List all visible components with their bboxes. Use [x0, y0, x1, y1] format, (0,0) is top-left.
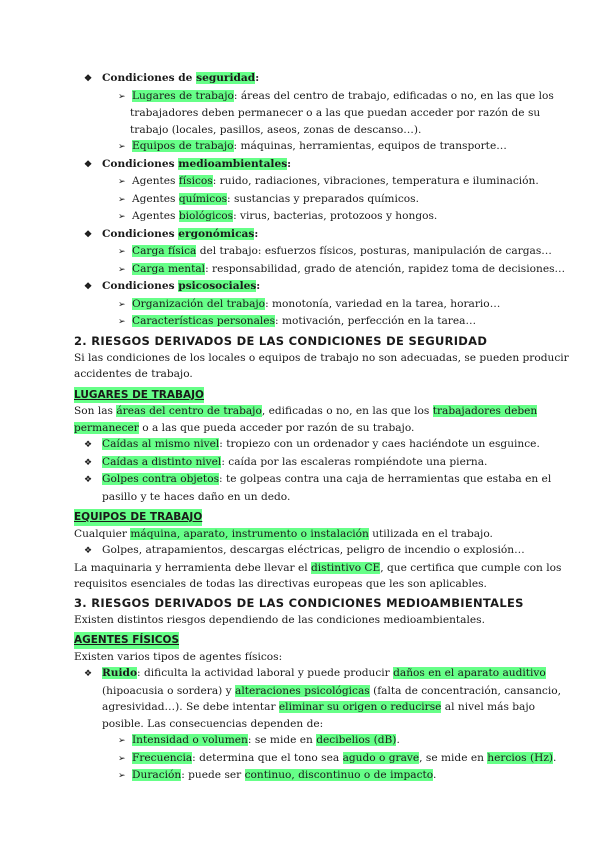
text: Si las condiciones de los locales o equipos de trabajo no son adecuadas, se pueden producir — [74, 351, 569, 364]
list-item — [74, 173, 539, 191]
subsection-heading: EQUIPOS DE TRABAJO — [74, 509, 202, 526]
list-item — [74, 70, 530, 88]
arrow-bullet-icon: ➢ — [118, 142, 126, 152]
highlighted-text: Golpes contra objetos — [102, 473, 220, 485]
list-item — [74, 278, 530, 296]
highlighted-text: Carga mental — [132, 262, 206, 275]
text: Existen distintos riesgos dependiendo de las condiciones medioambientales. — [74, 613, 485, 626]
text: : — [256, 280, 261, 292]
text-line — [74, 683, 562, 700]
text: pasillo y te haces daño en un dedo. — [102, 490, 291, 503]
diamond-bullet-icon: ❖ — [84, 457, 93, 468]
diamond-bullet-icon: ❖ — [84, 282, 93, 292]
text: : se mide en — [247, 734, 317, 746]
paragraph-line — [74, 576, 530, 593]
text: La maquinaria y herramienta debe llevar el — [74, 561, 311, 574]
highlighted-text: medioambientales — [178, 157, 288, 170]
arrow-bullet-icon: ➢ — [118, 736, 126, 746]
highlighted-text: Duración — [132, 769, 182, 781]
text: : te golpeas contra una caja de herramientas que estaba en el — [219, 473, 552, 485]
text-line — [74, 489, 530, 506]
highlighted-text: Frecuencia — [132, 751, 193, 764]
arrow-bullet-icon: ➢ — [118, 317, 126, 327]
text: Condiciones — [102, 280, 179, 292]
arrow-bullet-icon: ➢ — [118, 177, 126, 187]
highlighted-text: Equipos de trabajo — [132, 140, 234, 152]
text: agresividad…). Se debe intentar — [102, 701, 279, 713]
arrow-bullet-icon: ➢ — [118, 299, 126, 310]
text: Agentes — [132, 192, 179, 205]
text: : determina que el tono sea — [192, 751, 343, 764]
highlighted-text: biológicos — [178, 210, 234, 222]
highlighted-text: máquina, aparato, instrumento o instalación — [130, 527, 369, 540]
text: trabajo (locales, pasillos, aseos, zonas de descanso…). — [130, 123, 422, 136]
text: : puede ser — [181, 769, 245, 781]
arrow-bullet-icon: ➢ — [118, 91, 126, 102]
subsection-heading: LUGARES DE TRABAJO — [74, 387, 204, 404]
text: : responsabilidad, grado de atención, rapidez toma de decisiones… — [205, 262, 566, 275]
list-item — [74, 261, 566, 279]
highlighted-text: Caídas a distinto nivel — [102, 455, 222, 468]
paragraph-line — [74, 612, 530, 629]
highlighted-text: agudo o grave — [342, 751, 420, 764]
highlighted-text: Carga física — [132, 245, 197, 257]
highlighted-text: Ruido — [102, 667, 138, 679]
text: : sustancias y preparados químicos. — [227, 192, 419, 205]
text: Cualquier — [74, 527, 131, 540]
text: accidentes de trabajo. — [74, 368, 193, 380]
list-item — [74, 542, 530, 560]
list-item — [74, 454, 530, 472]
text-line — [74, 105, 541, 122]
arrow-bullet-icon: ➢ — [118, 753, 126, 764]
diamond-bullet-icon: ❖ — [84, 440, 93, 450]
arrow-bullet-icon: ➢ — [118, 247, 126, 257]
list-item — [74, 665, 546, 683]
text: del trabajo: esfuerzos físicos, posturas, manipulación de cargas… — [196, 245, 552, 257]
text: : monotonía, variedad en la tarea, horario… — [265, 297, 501, 310]
highlighted-text: áreas del centro de trabajo — [116, 405, 262, 417]
list-item — [74, 88, 554, 106]
text: : dificulta la actividad laboral y puede producir — [137, 667, 394, 679]
text: Condiciones — [102, 157, 179, 170]
list-item — [74, 767, 530, 785]
text: : áreas del centro de trabajo, edificadas o no, en las que los — [233, 89, 554, 102]
section-heading: 2. RIESGOS DERIVADOS DE LAS CONDICIONES DE SEGURIDAD — [74, 333, 488, 348]
text: Condiciones de — [102, 72, 197, 84]
text: Condiciones — [102, 227, 179, 240]
list-item — [74, 138, 530, 156]
text: utilizada en el trabajo. — [368, 527, 493, 540]
text: : — [287, 157, 292, 170]
text: al nivel más bajo — [441, 701, 536, 713]
text: (falta de concentración, cansancio, — [369, 684, 562, 697]
paragraph-line — [74, 350, 569, 367]
list-item — [74, 156, 530, 174]
highlighted-text: ergonómicas — [178, 227, 255, 240]
highlighted-text: alteraciones psicológicas — [235, 684, 370, 697]
paragraph-line — [74, 649, 530, 666]
highlighted-text: eliminar su origen o reducirse — [278, 701, 442, 713]
text: : motivación, perfección en la tarea… — [275, 315, 477, 327]
text: Existen varios tipos de agentes físicos: — [74, 650, 283, 663]
text: trabajadores deben permanecer o a las que puedan acceder por razón de su — [130, 107, 541, 119]
paragraph-line — [74, 526, 530, 543]
paragraph-line — [74, 366, 530, 383]
highlighted-text: químicos — [178, 192, 228, 205]
diamond-bullet-icon: ❖ — [84, 669, 93, 679]
highlighted-text: continuo, discontinuo o de impacto — [244, 769, 433, 781]
list-item — [74, 243, 552, 261]
text: : máquinas, herramientas, equipos de transporte… — [233, 140, 507, 152]
document-page — [74, 70, 569, 785]
highlighted-text: Caídas al mismo nivel — [102, 438, 220, 450]
arrow-bullet-icon: ➢ — [118, 194, 126, 205]
section-heading: 3. RIESGOS DERIVADOS DE LAS CONDICIONES MEDIOAMBIENTALES — [74, 595, 524, 610]
text: : virus, bacterias, protozoos y hongos. — [233, 210, 438, 222]
arrow-bullet-icon: ➢ — [118, 771, 126, 781]
list-item — [74, 732, 530, 750]
highlighted-text: permanecer — [74, 421, 139, 434]
highlighted-text: daños en el aparato auditivo — [393, 667, 546, 679]
list-item — [74, 296, 530, 314]
highlighted-text: decibelios (dB) — [316, 734, 397, 746]
text: , se mide en — [419, 751, 488, 764]
arrow-bullet-icon: ➢ — [118, 264, 126, 275]
highlighted-text: trabajadores deben — [432, 405, 538, 417]
highlighted-text: Características personales — [132, 315, 276, 327]
text: . — [553, 751, 557, 764]
text-line — [74, 699, 536, 716]
paragraph-line — [74, 420, 530, 437]
highlighted-text: Intensidad o volumen — [132, 734, 248, 746]
paragraph-line — [74, 560, 562, 577]
text: : tropiezo con un ordenador y caes haciéndote un esguince. — [219, 438, 540, 450]
highlighted-text: seguridad — [196, 72, 256, 84]
text: : caída por las escaleras rompiéndote una pierna. — [221, 455, 488, 468]
text: . — [433, 769, 437, 781]
list-item — [74, 313, 530, 331]
subsection-heading: AGENTES FÍSICOS — [74, 632, 179, 649]
text: (hipoacusia o sordera) y — [102, 684, 235, 697]
text: . — [396, 734, 400, 746]
text: , edificadas o no, en las que los — [261, 405, 433, 417]
diamond-bullet-icon: ❖ — [84, 546, 93, 556]
text: Agentes — [132, 175, 179, 187]
list-item — [74, 436, 540, 454]
highlighted-text: psicosociales — [178, 280, 257, 292]
text: o a las que pueda acceder por razón de su trabajo. — [138, 421, 415, 434]
text: Son las — [74, 405, 117, 417]
list-item — [74, 471, 552, 489]
text: posible. Las consecuencias dependen de: — [102, 717, 324, 730]
text-line — [74, 122, 530, 139]
highlighted-text: distintivo CE — [310, 561, 381, 574]
list-item — [74, 191, 530, 209]
highlighted-text: hercios (Hz) — [487, 751, 554, 764]
text-line — [74, 716, 530, 733]
text: : ruido, radiaciones, vibraciones, temperatura e iluminación. — [212, 175, 539, 187]
diamond-bullet-icon: ❖ — [84, 475, 93, 485]
list-item — [74, 750, 557, 768]
diamond-bullet-icon: ❖ — [84, 159, 93, 170]
paragraph-line — [74, 403, 538, 420]
text: , que certifica que cumple con los — [380, 561, 562, 574]
text: : — [254, 227, 259, 240]
highlighted-text: Lugares de trabajo — [132, 89, 234, 102]
list-item — [74, 208, 530, 226]
diamond-bullet-icon: ❖ — [84, 74, 93, 84]
text: Golpes, atrapamientos, descargas eléctricas, peligro de incendio o explosión… — [102, 544, 525, 556]
text: Agentes — [132, 210, 179, 222]
highlighted-text: Organización del trabajo — [132, 297, 266, 310]
diamond-bullet-icon: ❖ — [84, 229, 93, 240]
text: : — [255, 72, 260, 84]
highlighted-text: físicos — [178, 175, 213, 187]
arrow-bullet-icon: ➢ — [118, 212, 126, 222]
list-item — [74, 226, 530, 244]
text: requisitos esenciales de todas las directivas europeas que les son aplicables. — [74, 578, 487, 590]
